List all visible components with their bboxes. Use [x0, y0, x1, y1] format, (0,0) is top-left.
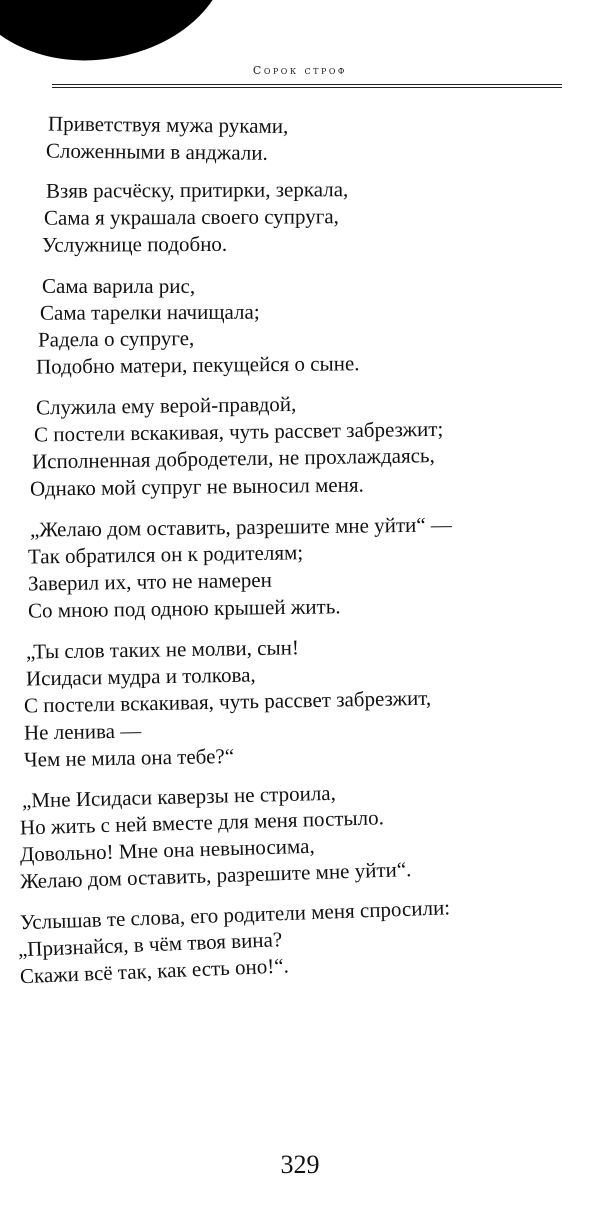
verse-line: Со мною под одною крышей жить. — [27, 594, 341, 623]
dark-blot — [0, 0, 233, 67]
verse-line: Так обратился он к родителям; — [27, 540, 304, 569]
stanza — [0, 895, 600, 991]
header-rule — [52, 84, 562, 85]
stanza — [0, 635, 600, 774]
verse-line: С постели вскакивая, чуть рассвет забрезжит; — [33, 416, 444, 447]
stanza — [0, 780, 600, 896]
stanza — [0, 512, 600, 625]
verse-line: Но жить с ней вместе для меня постыло. — [19, 805, 385, 840]
verse-line: Желаю дом оставить, разрешите мне уйти“. — [19, 857, 412, 894]
verse-line: Скажи всё так, как есть оно!“. — [19, 953, 290, 989]
header-rule — [52, 87, 562, 88]
verse-line: Довольно! Мне она невыносима, — [19, 833, 315, 867]
page-number: 329 — [280, 1150, 320, 1179]
running-head: Сорок строф — [252, 64, 348, 77]
verse-line: Исидаси мудра и толкова, — [25, 662, 256, 691]
verse-line: Заверил их, что не намерен — [27, 567, 273, 596]
verse-line: Исполненная добродетели, не прохлаждаясь, — [31, 443, 435, 474]
stanza — [0, 110, 600, 164]
stanza — [0, 391, 600, 503]
verse-line: С постели вскакивая, чуть рассвет забрезжит, — [23, 685, 432, 718]
verse-line: „Мне Исидаси каверзы не строила, — [21, 780, 337, 813]
verse-line: Сама я украшала своего супруга, — [43, 204, 339, 230]
verse-line: „Желаю дом оставить, разрешите мне уйти“ — — [29, 512, 452, 542]
verse-line: Приветствуя мужа руками, — [47, 111, 289, 139]
verse-line: „Признайся, в чём твоя вина? — [17, 927, 283, 962]
verse-line: Сложенными в анджали. — [45, 138, 268, 165]
stanza — [0, 178, 600, 259]
verse-line: Сама варила рис, — [42, 274, 196, 298]
verse-line: Однако мой супруг не выносил меня. — [29, 472, 364, 501]
verse-line: Сама тарелки начищала; — [39, 299, 260, 325]
verse-line: Услышав те слова, его родители меня спросили: — [19, 895, 451, 935]
verse-line: Взяв расчёску, притирки, зеркала, — [45, 177, 349, 203]
verse-line: Услужнице подобно. — [41, 231, 228, 257]
poem-body — [0, 110, 600, 1005]
verse-line: Подобно матери, пекущейся о сыне. — [35, 351, 360, 379]
stanza — [0, 273, 600, 381]
verse-line: „Ты слов таких не молви, сын! — [25, 635, 300, 664]
verse-line: Чем не мила она тебе?“ — [23, 743, 235, 772]
verse-line: Не ленива — — [23, 718, 142, 745]
verse-line: Служила ему верой-правдой, — [35, 391, 297, 420]
verse-line: Радела о супруге, — [37, 325, 195, 352]
